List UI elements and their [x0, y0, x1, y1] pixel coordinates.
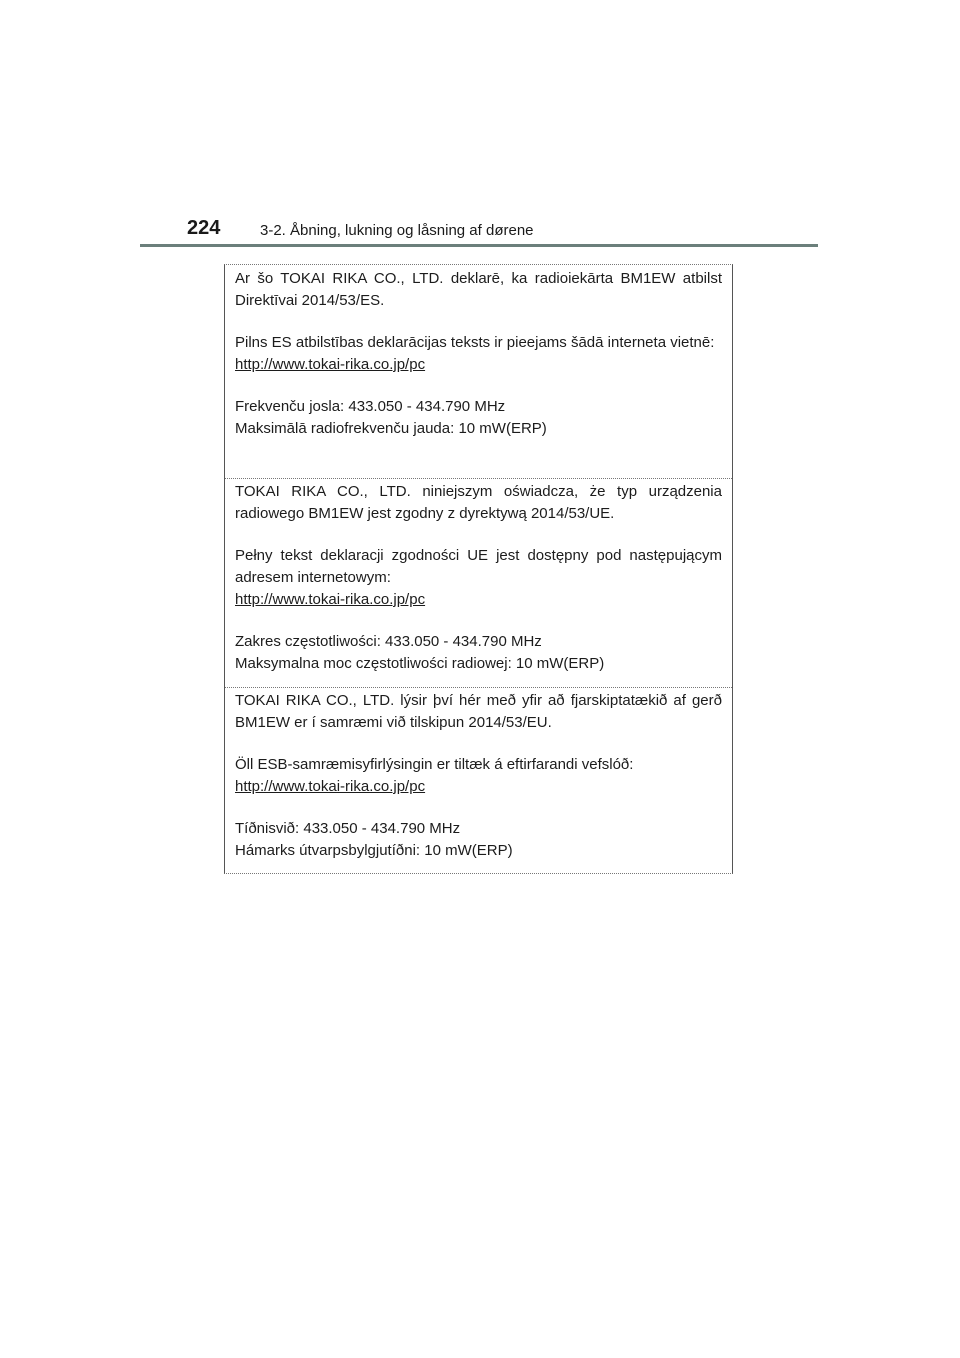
header-divider: [140, 244, 818, 247]
frequency-text: Frekvenču josla: 433.050 - 434.790 MHz: [235, 398, 506, 415]
full-text-intro: Öll ESB-samræmisyfirlýsingin er tiltæk á eftirfarandi vefslóð:: [235, 756, 634, 773]
frequency-text: Zakres częstotliwości: 433.050 - 434.790 MHz: [235, 633, 542, 650]
notice-polish: [225, 478, 732, 675]
notice-latvian: [225, 268, 732, 440]
declaration-url-link[interactable]: http://www.tokai-rika.co.jp/pc: [235, 778, 426, 795]
power-text: Maksimālā radiofrekvenču jauda: 10 mW(ERP): [235, 420, 547, 437]
page-number: 224: [187, 217, 221, 239]
declaration-url-link[interactable]: http://www.tokai-rika.co.jp/pc: [235, 591, 426, 608]
declaration-text: TOKAI RIKA CO., LTD. lýsir því hér með yfir að fjarskiptatækið af gerð BM1EW er í samræmi við tilskipun 2014/53/EU.: [235, 692, 722, 731]
declaration-url-link[interactable]: http://www.tokai-rika.co.jp/pc: [235, 356, 426, 373]
declaration-notice-box: [224, 264, 733, 874]
power-text: Maksymalna moc częstotliwości radiowej: 10 mW(ERP): [235, 655, 605, 672]
declaration-text: TOKAI RIKA CO., LTD. niniejszym oświadcza, że typ urządzenia radiowego BM1EW jest zgodny z dyrektywą 2014/53/UE.: [235, 483, 722, 522]
notice-icelandic: [225, 687, 732, 862]
declaration-text: Ar šo TOKAI RIKA CO., LTD. deklarē, ka radioiekārta BM1EW atbilst Direktīvai 2014/53/ES.: [235, 270, 722, 309]
section-title: 3-2. Åbning, lukning og låsning af dørene: [260, 222, 534, 239]
full-text-intro: Pilns ES atbilstības deklarācijas teksts ir pieejams šādā interneta vietnē:: [235, 334, 715, 351]
power-text: Hámarks útvarpsbylgjutíðni: 10 mW(ERP): [235, 842, 513, 859]
full-text-intro: Pełny tekst deklaracji zgodności UE jest dostępny pod następującym adresem internetowym:: [235, 547, 722, 586]
page-header: [140, 214, 818, 244]
frequency-text: Tíðnisvið: 433.050 - 434.790 MHz: [235, 820, 461, 837]
